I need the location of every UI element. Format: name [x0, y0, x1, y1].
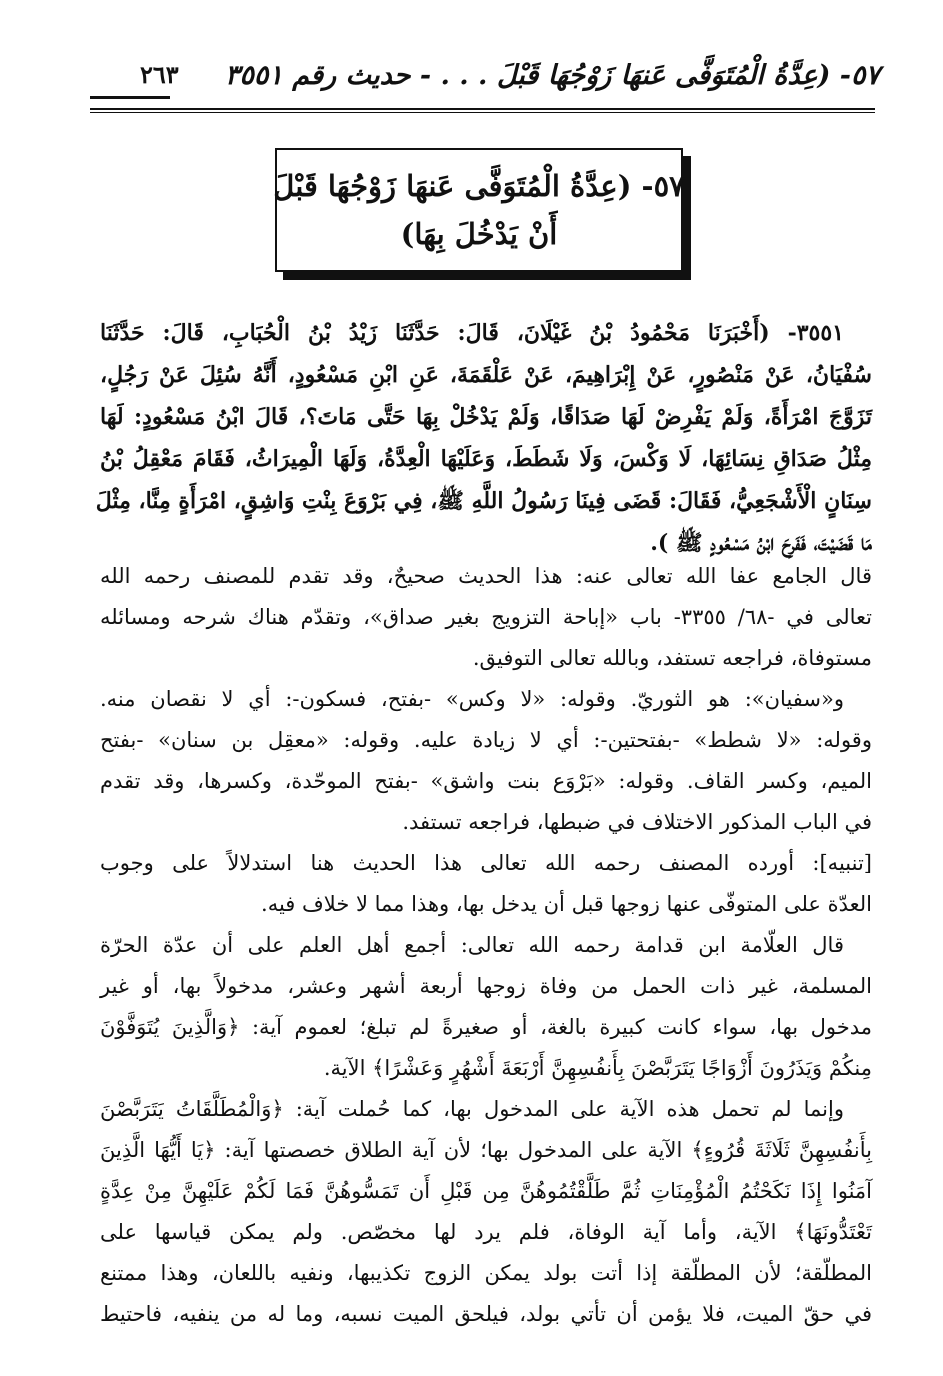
paragraph-line: آمَنُوا إِذَا نَكَحْتُمُ الْمُؤْمِنَاتِ ثُمَّ طَلَّقْتُمُوهُنَّ مِن قَبْلِ أَن تَمَسُّوهُنَّ فَمَا لَكُمْ عَلَيْهِنَّ مِنْ عِدَّةٍ [100, 1179, 872, 1203]
hadith-line: مَا قَضَيْتَ، فَفَرِحَ ابْنُ مَسْعُودٍ ﷺ ). [650, 530, 872, 556]
hadith-line: سِنَانٍ الْأَشْجَعِيُّ، فَقَالَ: قَضَى فِينَا رَسُولُ اللَّهِ ﷺ، فِي بَرْوَعَ بِنْتِ وَاشِقٍ، امْرَأَةٍ مِنَّا، مِثْلَ [95, 488, 872, 514]
note-paragraph [100, 843, 872, 925]
header-rule-thin [90, 112, 875, 113]
paragraph-line: مِنكُمْ وَيَذَرُونَ أَزْوَاجًا يَتَرَبَّصْنَ بِأَنفُسِهِنَّ أَرْبَعَةَ أَشْهُرٍ وَعَشْرًا﴾ الآية. [323, 1056, 872, 1080]
chapter-title-box [275, 148, 683, 272]
running-header [90, 60, 880, 100]
paragraph-line: و«سفيان»: هو الثوريّ. وقوله: «لا وكس» -بفتح، فسكون-: أي لا نقصان منه. [100, 687, 844, 711]
paragraph-line: المسلمة، غير ذات الحمل من وفاة زوجها أربعة أشهر وعشر، مدخولاً بها، أو غير [100, 974, 872, 998]
page-number-rule [90, 96, 170, 99]
paragraph-line: تَعْتَدُّونَهَا﴾ الآية، وأما آية الوفاة، فلم يرد لها مخصّص. ولم يمكن قياسها على [100, 1220, 872, 1244]
chapter-title-line-1: ٥٧- (عِدَّةُ الْمُتَوَفَّى عَنهَا زَوْجُهَا قَبْلَ [273, 169, 685, 203]
paragraph-line: قال العلّامة ابن قدامة رحمه الله تعالى: أجمع أهل العلم على أن عدّة الحرّة [100, 933, 844, 957]
paragraph-line: الميم، وكسر القاف. وقوله: «بَرْوَع بنت واشق» -بفتح الموحّدة، وكسرها، وقد تقدم [100, 769, 872, 793]
paragraph-line: المطلّقة؛ لأن المطلّقة إذا أتت بولد يمكن الزوج تكذيبها، ونفيه باللعان، وهذا ممتنع [100, 1261, 872, 1285]
paragraph-line: العدّة على المتوفّى عنها زوجها قبل أن يدخل بها، وهذا مما لا خلاف فيه. [261, 892, 872, 916]
paragraph-line: وإنما لم تحمل هذه الآية على المدخول بها، كما حُملت آية: ﴿وَالْمُطَلَّقَاتُ يَتَرَبَّصْنَ [100, 1097, 844, 1121]
commentary-paragraph-1 [100, 556, 872, 679]
paragraph-line: في حقّ الميت، فلا يؤمن أن تأتي بولد، فيلحق الميت نسبه، وما له من ينفيه، فاحتيط [100, 1302, 872, 1326]
paragraph-line: وقوله: «لا شطط» -بفتحتين-: أي لا زيادة عليه. وقوله: «معقِل بن سنان» -بفتح [100, 728, 872, 752]
paragraph-line: تعالى في -٦٨/ ٣٣٥٥- باب «إباحة التزويج بغير صداق»، وتقدّم هناك شرحه ومسائله [100, 605, 872, 629]
page-number: ٢٦٣ [140, 60, 179, 89]
paragraph-line: قال الجامع عفا الله تعالى عنه: هذا الحديث صحيحٌ، وقد تقدم للمصنف رحمه الله [100, 564, 872, 588]
running-title: ٥٧- (عِدَّةُ الْمُتَوَفَّى عَنهَا زَوْجُهَا قَبْلَ . . . - حديث رقم ٣٥٥١ [224, 60, 880, 91]
commentary-paragraph-3 [100, 925, 872, 1089]
header-rule [90, 108, 875, 110]
chapter-title-line-2: أَنْ يَدْخُلَ بِهَا) [400, 217, 558, 251]
commentary-paragraph-4 [100, 1089, 872, 1335]
paragraph-line: مدخول بها، سواء كانت كبيرة بالغة، أو صغيرةً لم تبلغ؛ لعموم آية: ﴿وَالَّذِينَ يُتَوَفَّوْنَ [100, 1015, 872, 1039]
paragraph-line: بِأَنفُسِهِنَّ ثَلَاثَةَ قُرُوءٍ﴾ الآية على المدخول بها؛ لأن آية الطلاق خصصتها آية: ﴿يَا أَيُّهَا الَّذِينَ [100, 1138, 872, 1162]
hadith-line: تَزَوَّجَ امْرَأَةً، وَلَمْ يَفْرِضْ لَهَا صَدَاقًا، وَلَمْ يَدْخُلْ بِهَا حَتَّى مَاتَ؟، قَالَ ابْنُ مَسْعُودٍ: لَهَا [100, 404, 872, 430]
hadith-line: مِثْلُ صَدَاقِ نِسَائِهَا، لَا وَكْسَ، وَلَا شَطَطَ، وَعَلَيْهَا الْعِدَّةُ، وَلَهَا الْمِيرَاثُ، فَقَامَ مَعْقِلُ بْنُ [100, 446, 872, 472]
paragraph-line: في الباب المذكور الاختلاف في ضبطها، فراجعه تستفد. [402, 810, 872, 834]
hadith-text [95, 312, 872, 564]
paragraph-line: مستوفاة، فراجعه تستفد، وبالله تعالى التوفيق. [472, 646, 872, 670]
commentary-paragraph-2 [100, 679, 872, 843]
paragraph-line: [تنبيه]: أورده المصنف رحمه الله تعالى هذا الحديث هنا استدلالاً على وجوب [100, 851, 872, 875]
hadith-line: ٣٥٥١- (أَخْبَرَنَا مَحْمُودُ بْنُ غَيْلَانَ، قَالَ: حَدَّثَنَا زَيْدُ بْنُ الْحُبَابِ، قَالَ: حَدَّثَنَا [100, 320, 844, 346]
hadith-line: سُفْيَانُ، عَنْ مَنْصُورٍ، عَنْ إِبْرَاهِيمَ، عَنْ عَلْقَمَةَ، عَنِ ابْنِ مَسْعُودٍ، أَنَّهُ سُئِلَ عَنْ رَجُلٍ، [100, 362, 872, 388]
